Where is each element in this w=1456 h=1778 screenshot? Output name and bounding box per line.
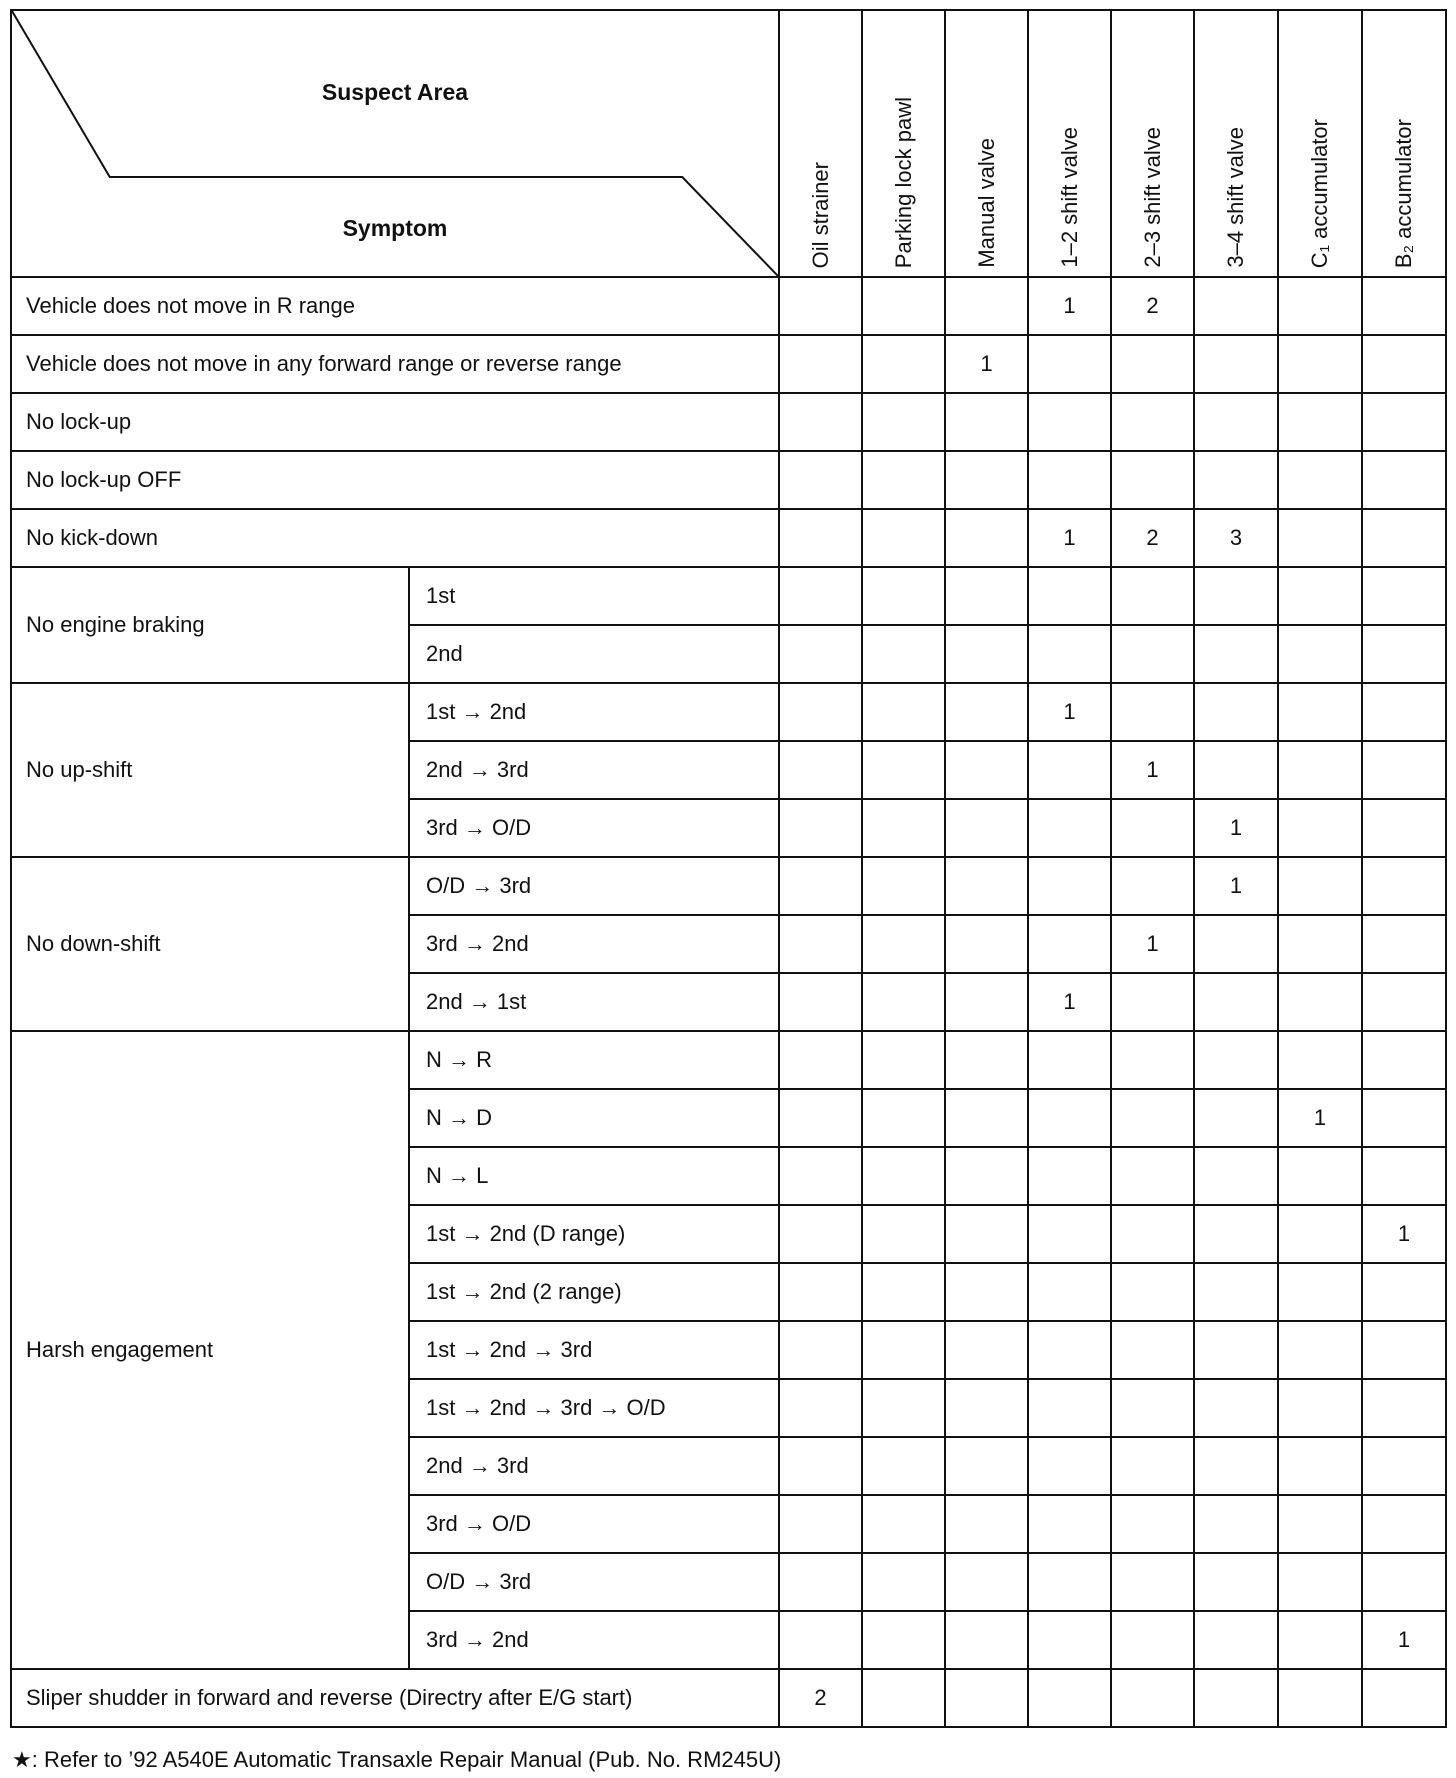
priority-cell (1362, 1263, 1446, 1321)
priority-cell (1278, 799, 1362, 857)
priority-cell (779, 1611, 862, 1669)
priority-cell (1028, 451, 1111, 509)
priority-cell (945, 1669, 1028, 1727)
priority-cell: 1 (1028, 277, 1111, 335)
priority-cell (1362, 277, 1446, 335)
priority-cell: 1 (1362, 1205, 1446, 1263)
priority-cell (862, 277, 945, 335)
priority-cell (779, 509, 862, 567)
column-header (1028, 10, 1111, 277)
priority-cell (1028, 1379, 1111, 1437)
priority-cell (1194, 973, 1278, 1031)
priority-cell (1028, 625, 1111, 683)
priority-cell: 2 (1111, 277, 1194, 335)
priority-cell (1362, 799, 1446, 857)
priority-cell (862, 1495, 945, 1553)
priority-cell (1278, 683, 1362, 741)
priority-cell (862, 973, 945, 1031)
priority-cell (1194, 335, 1278, 393)
priority-cell (1028, 1321, 1111, 1379)
priority-cell (862, 1611, 945, 1669)
priority-cell (945, 683, 1028, 741)
priority-cell (779, 1205, 862, 1263)
priority-cell (1194, 393, 1278, 451)
priority-cell (779, 741, 862, 799)
priority-cell (1278, 1321, 1362, 1379)
priority-cell (779, 799, 862, 857)
priority-cell (1278, 1147, 1362, 1205)
priority-cell (1278, 1553, 1362, 1611)
condition-cell: 1st (409, 567, 779, 625)
priority-cell (1362, 857, 1446, 915)
priority-cell: 1 (1362, 1611, 1446, 1669)
priority-cell (1028, 799, 1111, 857)
priority-cell (1111, 683, 1194, 741)
priority-cell (862, 1147, 945, 1205)
symptom-cell: Vehicle does not move in any forward range or reverse range (11, 335, 779, 393)
priority-cell (862, 1205, 945, 1263)
priority-cell (862, 1437, 945, 1495)
symptom-group-cell: No down-shift (11, 857, 409, 1031)
condition-cell: 1st → 2nd (D range) (409, 1205, 779, 1263)
priority-cell (862, 567, 945, 625)
priority-cell (1362, 1031, 1446, 1089)
priority-cell (779, 335, 862, 393)
priority-cell: 1 (1278, 1089, 1362, 1147)
priority-cell (1362, 683, 1446, 741)
priority-cell (1362, 1553, 1446, 1611)
priority-cell: 1 (1028, 683, 1111, 741)
priority-cell: 2 (1111, 509, 1194, 567)
priority-cell (945, 1205, 1028, 1263)
priority-cell (1362, 509, 1446, 567)
column-header-label: 1–2 shift valve (1056, 127, 1082, 268)
priority-cell (1111, 799, 1194, 857)
priority-cell (779, 625, 862, 683)
table-row (11, 857, 1446, 915)
table-row (11, 277, 1446, 335)
column-header-label: Manual valve (973, 138, 999, 268)
priority-cell (945, 1147, 1028, 1205)
priority-cell (1278, 973, 1362, 1031)
priority-cell (945, 1031, 1028, 1089)
priority-cell (862, 1321, 945, 1379)
column-header (1362, 10, 1446, 277)
table-row (11, 1669, 1446, 1727)
priority-cell (1194, 1205, 1278, 1263)
priority-cell (1111, 1205, 1194, 1263)
priority-cell (1194, 1031, 1278, 1089)
priority-cell (1111, 1495, 1194, 1553)
priority-cell (1362, 393, 1446, 451)
priority-cell (1028, 1263, 1111, 1321)
condition-cell: N → D (409, 1089, 779, 1147)
condition-cell: N → L (409, 1147, 779, 1205)
priority-cell (1194, 1147, 1278, 1205)
priority-cell (1028, 567, 1111, 625)
priority-cell (1028, 1031, 1111, 1089)
priority-cell (862, 857, 945, 915)
symptom-cell: No lock-up (11, 393, 779, 451)
condition-cell: N → R (409, 1031, 779, 1089)
priority-cell (779, 683, 862, 741)
column-header-label: Parking lock pawl (890, 96, 916, 268)
priority-cell (1362, 1089, 1446, 1147)
priority-cell (1028, 1147, 1111, 1205)
priority-cell (1194, 1089, 1278, 1147)
priority-cell (1362, 1437, 1446, 1495)
priority-cell (1194, 1263, 1278, 1321)
priority-cell (945, 1437, 1028, 1495)
table-row (11, 393, 1446, 451)
column-header (1111, 10, 1194, 277)
table-row (11, 683, 1446, 741)
priority-cell: 1 (1028, 509, 1111, 567)
condition-cell: 2nd (409, 625, 779, 683)
priority-cell: 2 (779, 1669, 862, 1727)
priority-cell (945, 1611, 1028, 1669)
footnote: ★: Refer to ’92 A540E Automatic Transaxle Repair Manual (Pub. No. RM245U) (12, 1747, 782, 1772)
priority-cell (1278, 1263, 1362, 1321)
priority-cell (1111, 1263, 1194, 1321)
priority-cell (945, 1089, 1028, 1147)
priority-cell (945, 277, 1028, 335)
priority-cell (945, 1263, 1028, 1321)
priority-cell (1028, 1553, 1111, 1611)
priority-cell (862, 1379, 945, 1437)
priority-cell (1362, 973, 1446, 1031)
priority-cell: 1 (1194, 799, 1278, 857)
priority-cell (1194, 1611, 1278, 1669)
priority-cell (1028, 1437, 1111, 1495)
priority-cell (945, 799, 1028, 857)
priority-cell (945, 393, 1028, 451)
priority-cell (779, 1553, 862, 1611)
priority-cell (1194, 1379, 1278, 1437)
column-header (862, 10, 945, 277)
symptom-label: Symptom (342, 215, 448, 241)
priority-cell: 1 (1028, 973, 1111, 1031)
column-header-label: 3–4 shift valve (1223, 127, 1248, 268)
priority-cell (1278, 1031, 1362, 1089)
priority-cell (862, 335, 945, 393)
priority-cell (1028, 741, 1111, 799)
priority-cell (1194, 683, 1278, 741)
priority-cell (779, 857, 862, 915)
priority-cell (1278, 741, 1362, 799)
priority-cell (1278, 393, 1362, 451)
priority-cell (1278, 335, 1362, 393)
priority-cell (945, 741, 1028, 799)
priority-cell (1028, 393, 1111, 451)
priority-cell (945, 1321, 1028, 1379)
priority-cell (945, 509, 1028, 567)
priority-cell (1028, 1089, 1111, 1147)
priority-cell (1278, 625, 1362, 683)
priority-cell (1111, 1321, 1194, 1379)
suspect-area-label: Suspect Area (321, 79, 469, 105)
condition-cell: 3rd → 2nd (409, 1611, 779, 1669)
priority-cell (1111, 567, 1194, 625)
priority-cell (1111, 1147, 1194, 1205)
priority-cell (862, 683, 945, 741)
priority-cell: 1 (945, 335, 1028, 393)
priority-cell (862, 1089, 945, 1147)
condition-cell: 1st → 2nd (2 range) (409, 1263, 779, 1321)
column-header (1278, 10, 1362, 277)
priority-cell (1028, 1669, 1111, 1727)
priority-cell (1194, 741, 1278, 799)
priority-cell (945, 1379, 1028, 1437)
priority-cell (779, 1379, 862, 1437)
priority-cell (945, 625, 1028, 683)
priority-cell (1278, 857, 1362, 915)
priority-cell (1111, 1379, 1194, 1437)
priority-cell (1278, 567, 1362, 625)
condition-cell: O/D → 3rd (409, 1553, 779, 1611)
priority-cell (1194, 1321, 1278, 1379)
priority-cell (862, 451, 945, 509)
condition-cell: 3rd → O/D (409, 1495, 779, 1553)
priority-cell (1194, 451, 1278, 509)
priority-cell (779, 1321, 862, 1379)
priority-cell (1194, 1495, 1278, 1553)
priority-cell (779, 1263, 862, 1321)
priority-cell (1111, 1089, 1194, 1147)
priority-cell (862, 1263, 945, 1321)
symptom-cell: No kick-down (11, 509, 779, 567)
symptom-cell: No lock-up OFF (11, 451, 779, 509)
priority-cell (1028, 915, 1111, 973)
priority-cell: 1 (1111, 915, 1194, 973)
priority-cell (862, 509, 945, 567)
priority-cell (862, 741, 945, 799)
priority-cell (1362, 567, 1446, 625)
priority-cell (1111, 1031, 1194, 1089)
priority-cell (779, 973, 862, 1031)
priority-cell (1194, 625, 1278, 683)
column-header (1194, 10, 1278, 277)
table-row (11, 451, 1446, 509)
priority-cell (1278, 509, 1362, 567)
priority-cell (1362, 915, 1446, 973)
priority-cell (1278, 451, 1362, 509)
priority-cell (779, 915, 862, 973)
header-row (11, 10, 1446, 277)
priority-cell (1362, 1379, 1446, 1437)
priority-cell (779, 1031, 862, 1089)
priority-cell (1278, 1205, 1362, 1263)
priority-cell (779, 277, 862, 335)
priority-cell (1278, 1669, 1362, 1727)
priority-cell (862, 393, 945, 451)
priority-cell (945, 857, 1028, 915)
table-row (11, 335, 1446, 393)
priority-cell (1111, 451, 1194, 509)
priority-cell (779, 1089, 862, 1147)
priority-cell: 1 (1194, 857, 1278, 915)
condition-cell: 3rd → O/D (409, 799, 779, 857)
priority-cell (1194, 277, 1278, 335)
priority-cell (862, 915, 945, 973)
symptom-group-cell: Harsh engagement (11, 1031, 409, 1669)
priority-cell (1278, 1611, 1362, 1669)
priority-cell (1111, 1611, 1194, 1669)
symptom-cell: Sliper shudder in forward and reverse (Directry after E/G start) (11, 1669, 779, 1727)
symptom-table (10, 9, 1447, 1728)
priority-cell (1111, 1437, 1194, 1495)
condition-cell: 2nd → 1st (409, 973, 779, 1031)
priority-cell (779, 1495, 862, 1553)
priority-cell (945, 915, 1028, 973)
table-row (11, 1031, 1446, 1089)
priority-cell (1362, 1147, 1446, 1205)
column-header-label: 2–3 shift valve (1139, 127, 1165, 268)
priority-cell (945, 567, 1028, 625)
priority-cell (779, 1147, 862, 1205)
priority-cell (1111, 973, 1194, 1031)
priority-cell (1278, 277, 1362, 335)
priority-cell (1111, 625, 1194, 683)
column-header (779, 10, 862, 277)
priority-cell (1362, 451, 1446, 509)
priority-cell (945, 973, 1028, 1031)
priority-cell (779, 451, 862, 509)
priority-cell (1362, 1669, 1446, 1727)
priority-cell: 3 (1194, 509, 1278, 567)
priority-cell (862, 799, 945, 857)
priority-cell: 1 (1111, 741, 1194, 799)
priority-cell (1362, 625, 1446, 683)
priority-cell (1362, 1321, 1446, 1379)
table-row (11, 567, 1446, 625)
troubleshooting-matrix (10, 9, 1445, 1772)
priority-cell (1111, 393, 1194, 451)
priority-cell (779, 393, 862, 451)
priority-cell (1028, 1495, 1111, 1553)
table-row (11, 509, 1446, 567)
priority-cell (1362, 335, 1446, 393)
priority-cell (1278, 1437, 1362, 1495)
column-header-label: B₂ accumulator (1391, 118, 1416, 268)
column-header (945, 10, 1028, 277)
priority-cell (1194, 1553, 1278, 1611)
condition-cell: 1st → 2nd → 3rd (409, 1321, 779, 1379)
priority-cell (779, 567, 862, 625)
condition-cell: 1st → 2nd (409, 683, 779, 741)
priority-cell (862, 1553, 945, 1611)
priority-cell (945, 1553, 1028, 1611)
column-header-label: C₁ accumulator (1307, 118, 1332, 268)
priority-cell (1028, 1205, 1111, 1263)
priority-cell (1278, 915, 1362, 973)
priority-cell (1028, 335, 1111, 393)
condition-cell: O/D → 3rd (409, 857, 779, 915)
priority-cell (1111, 1553, 1194, 1611)
priority-cell (1028, 1611, 1111, 1669)
symptom-cell: Vehicle does not move in R range (11, 277, 779, 335)
condition-cell: 3rd → 2nd (409, 915, 779, 973)
priority-cell (862, 1669, 945, 1727)
priority-cell (945, 1495, 1028, 1553)
priority-cell (1194, 1669, 1278, 1727)
priority-cell (1194, 1437, 1278, 1495)
column-header-label: Oil strainer (807, 161, 833, 268)
condition-cell: 2nd → 3rd (409, 741, 779, 799)
priority-cell (1111, 857, 1194, 915)
condition-cell: 1st → 2nd → 3rd → O/D (409, 1379, 779, 1437)
priority-cell (1028, 857, 1111, 915)
header-corner (11, 10, 779, 277)
priority-cell (1362, 1495, 1446, 1553)
priority-cell (1278, 1495, 1362, 1553)
priority-cell (1111, 1669, 1194, 1727)
symptom-group-cell: No engine braking (11, 567, 409, 683)
priority-cell (1111, 335, 1194, 393)
priority-cell (1194, 567, 1278, 625)
priority-cell (1278, 1379, 1362, 1437)
priority-cell (1362, 741, 1446, 799)
priority-cell (1194, 915, 1278, 973)
priority-cell (945, 451, 1028, 509)
priority-cell (779, 1437, 862, 1495)
priority-cell (862, 1031, 945, 1089)
priority-cell (862, 625, 945, 683)
condition-cell: 2nd → 3rd (409, 1437, 779, 1495)
symptom-group-cell: No up-shift (11, 683, 409, 857)
